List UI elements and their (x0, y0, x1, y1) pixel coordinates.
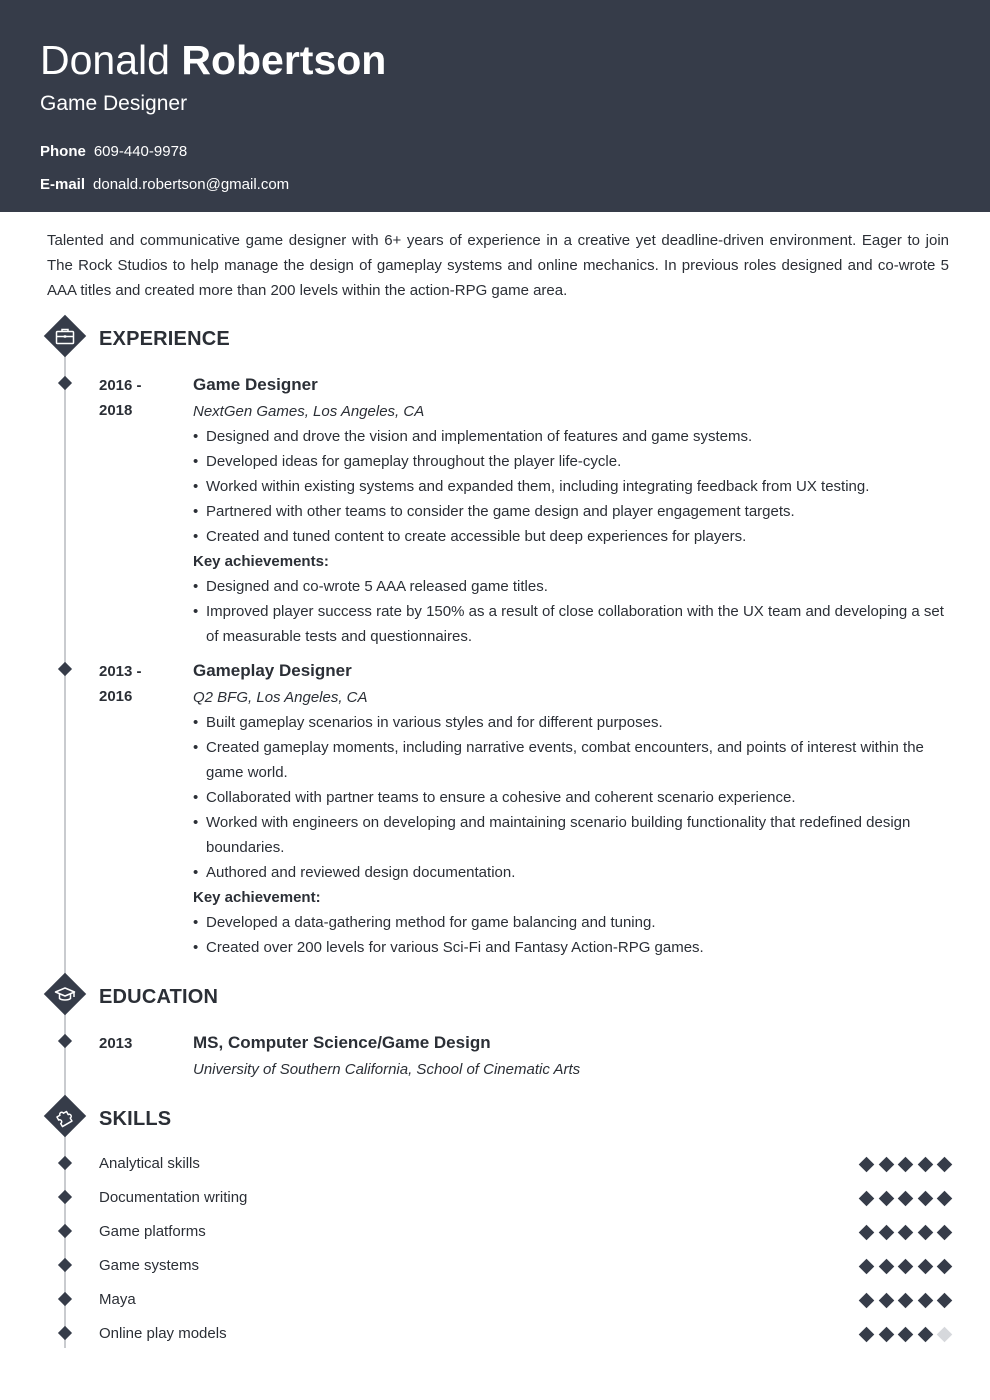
briefcase-icon (44, 315, 86, 357)
timeline-marker (58, 376, 72, 390)
education-heading: EDUCATION (99, 986, 219, 1008)
first-name: Donald (40, 37, 170, 83)
skill-name: Game platforms (99, 1223, 206, 1240)
job-date-end: 2018 (99, 402, 133, 419)
job-title: Game Designer (193, 375, 318, 394)
email-label: E-mail (40, 176, 86, 193)
rating-diamond-filled (917, 1293, 933, 1309)
skill-rating (861, 1224, 950, 1240)
list-item: • Improved player success rate by 150% as a result of close collaboration with the UX team and developing a set of measurable tests and questionnaires. (193, 599, 949, 649)
list-item: • Designed and co-wrote 5 AAA released game titles. (193, 574, 949, 599)
job-company: Q2 BFG, Los Angeles, CA (193, 689, 368, 706)
rating-diamond-filled (917, 1327, 933, 1343)
rating-diamond-filled (917, 1157, 933, 1173)
skill-row (99, 1152, 950, 1176)
list-item: • Created gameplay moments, including narrative events, combat encounters, and points of interest within the game world. (193, 735, 949, 785)
skill-row (99, 1186, 950, 1210)
job-company: NextGen Games, Los Angeles, CA (193, 403, 425, 420)
job-entry (193, 372, 949, 649)
timeline-marker (58, 1034, 72, 1048)
list-item: • Created and tuned content to create accessible but deep experiences for players. (193, 524, 949, 549)
skill-name: Documentation writing (99, 1189, 248, 1206)
rating-diamond-filled (898, 1327, 914, 1343)
timeline-marker (58, 1224, 72, 1238)
skill-rating (861, 1326, 950, 1342)
degree: MS, Computer Science/Game Design (193, 1033, 491, 1052)
job-achievements (193, 574, 949, 649)
rating-diamond-filled (898, 1293, 914, 1309)
skill-row (99, 1220, 950, 1244)
rating-diamond-filled (859, 1225, 875, 1241)
rating-diamond-filled (878, 1293, 894, 1309)
job-responsibilities (193, 710, 949, 885)
job-date-start: 2016 - (99, 377, 142, 394)
job-achievements (193, 910, 949, 960)
timeline-marker (58, 662, 72, 676)
list-item: • Developed ideas for gameplay throughout the player life-cycle. (193, 449, 949, 474)
job-entry (193, 658, 949, 960)
last-name: Robertson (181, 37, 387, 83)
summary: Talented and communicative game designer with 6+ years of experience in a creative yet deadline-driven environment. Eager to join The Rock Studios to help manage the design of gameplay systems and online mechanics. In previous roles designed and co-wrote 5 AAA titles and created more than 200 levels within the action-RPG game area. (47, 232, 949, 299)
rating-diamond-filled (859, 1293, 875, 1309)
skill-rating (861, 1190, 950, 1206)
graduation-cap-icon (44, 973, 86, 1015)
experience-heading: EXPERIENCE (99, 328, 230, 350)
rating-diamond-filled (917, 1225, 933, 1241)
school: University of Southern California, School of Cinematic Arts (193, 1061, 581, 1078)
candidate-title: Game Designer (40, 92, 188, 115)
list-item: • Developed a data-gathering method for game balancing and tuning. (193, 910, 949, 935)
key-achievements-label: Key achievement: (193, 889, 321, 906)
contact-email (40, 175, 289, 195)
skill-row (99, 1254, 950, 1278)
rating-diamond-filled (898, 1157, 914, 1173)
skill-name: Maya (99, 1291, 136, 1308)
rating-diamond-filled (937, 1259, 953, 1275)
rating-diamond-filled (917, 1259, 933, 1275)
education-year: 2013 (99, 1035, 133, 1052)
timeline-line (64, 1014, 66, 1096)
email-value[interactable]: donald.robertson@gmail.com (93, 176, 290, 193)
rating-diamond-filled (917, 1191, 933, 1207)
list-item: • Authored and reviewed design documentation. (193, 860, 949, 885)
job-date-end: 2016 (99, 688, 133, 705)
list-item: • Created over 200 levels for various Sci-Fi and Fantasy Action-RPG games. (193, 935, 949, 960)
timeline-marker (58, 1258, 72, 1272)
rating-diamond-empty (937, 1327, 953, 1343)
skill-row (99, 1288, 950, 1312)
skills-heading: SKILLS (99, 1108, 172, 1130)
rating-diamond-filled (878, 1157, 894, 1173)
list-item: • Partnered with other teams to consider the game design and player engagement targets. (193, 499, 949, 524)
rating-diamond-filled (937, 1191, 953, 1207)
rating-diamond-filled (878, 1225, 894, 1241)
candidate-name (40, 36, 386, 84)
contact-phone (40, 142, 187, 162)
key-achievements-label: Key achievements: (193, 553, 329, 570)
skill-name: Analytical skills (99, 1155, 200, 1172)
list-item: • Designed and drove the vision and implementation of features and game systems. (193, 424, 949, 449)
rating-diamond-filled (898, 1225, 914, 1241)
skill-name: Game systems (99, 1257, 200, 1274)
rating-diamond-filled (859, 1259, 875, 1275)
rating-diamond-filled (937, 1157, 953, 1173)
phone-label: Phone (40, 143, 86, 160)
timeline-marker (58, 1190, 72, 1204)
job-responsibilities (193, 424, 949, 549)
phone-value: 609-440-9978 (93, 143, 188, 160)
skill-rating (861, 1156, 950, 1172)
rating-diamond-filled (878, 1327, 894, 1343)
skill-row (99, 1322, 950, 1346)
rating-diamond-filled (937, 1225, 953, 1241)
list-item: • Worked within existing systems and expanded them, including integrating feedback from UX testing. (193, 474, 949, 499)
rating-diamond-filled (937, 1293, 953, 1309)
skill-rating (861, 1292, 950, 1308)
list-item: • Built gameplay scenarios in various styles and for different purposes. (193, 710, 949, 735)
list-item: • Collaborated with partner teams to ensure a cohesive and coherent scenario experience. (193, 785, 949, 810)
puzzle-piece-icon (44, 1095, 86, 1137)
skill-rating (861, 1258, 950, 1274)
rating-diamond-filled (859, 1157, 875, 1173)
timeline-marker (58, 1156, 72, 1170)
education-entry (193, 1030, 949, 1082)
timeline-marker (58, 1326, 72, 1340)
rating-diamond-filled (898, 1191, 914, 1207)
rating-diamond-filled (878, 1191, 894, 1207)
timeline-marker (58, 1292, 72, 1306)
rating-diamond-filled (859, 1327, 875, 1343)
job-date (99, 659, 179, 709)
resume-header (0, 0, 990, 212)
rating-diamond-filled (859, 1191, 875, 1207)
job-date-start: 2013 - (99, 663, 142, 680)
rating-diamond-filled (878, 1259, 894, 1275)
job-title: Gameplay Designer (193, 661, 352, 680)
job-date (99, 373, 179, 423)
skill-name: Online play models (99, 1325, 227, 1342)
rating-diamond-filled (898, 1259, 914, 1275)
list-item: • Worked with engineers on developing and maintaining scenario building functionality that redefined design boundaries. (193, 810, 949, 860)
